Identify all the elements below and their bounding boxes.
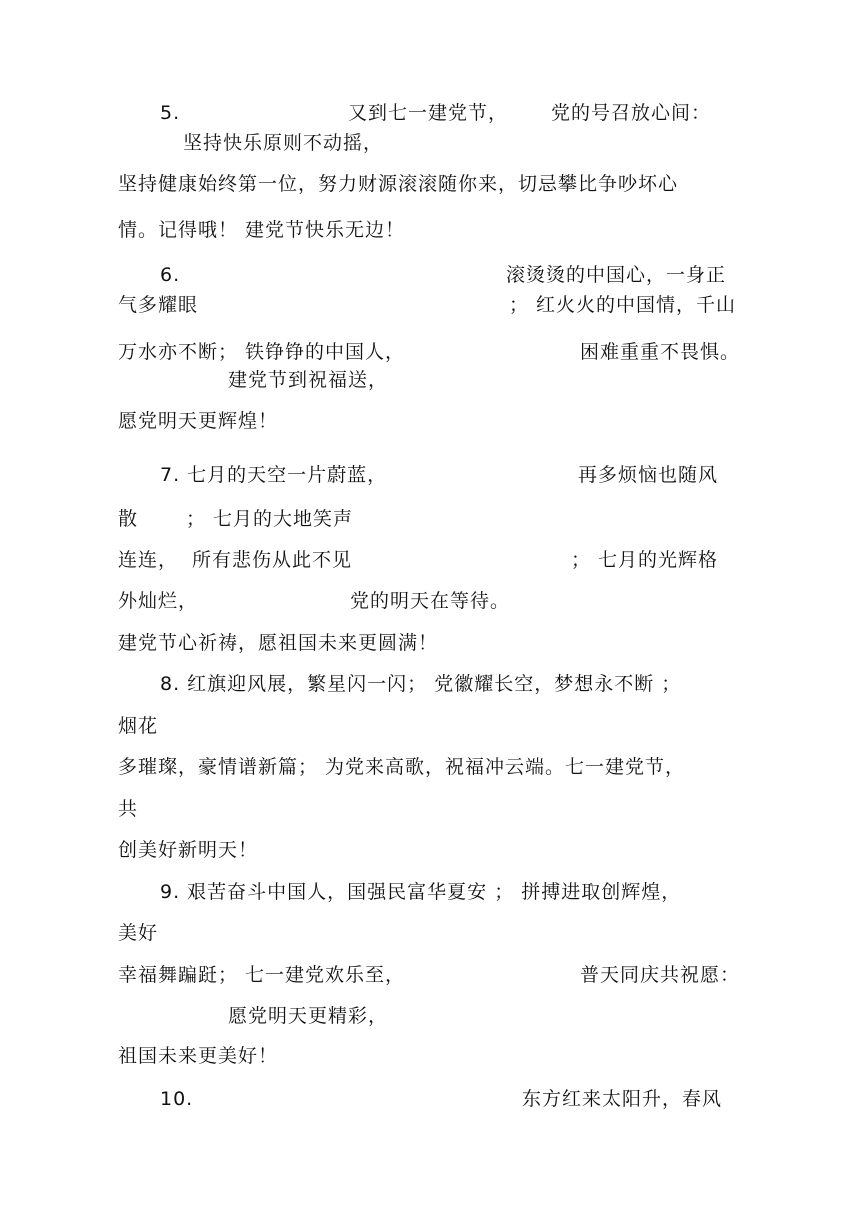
text-line: 连连， [118, 549, 179, 571]
text-line: 8. 红旗迎风展，繁星闪一闪； 党徽耀长空，梦想永不断 ； [160, 673, 682, 695]
text-line: 多璀璨，豪情谱新篇； 为党来高歌，祝福冲云端。七一建党节， [118, 756, 686, 778]
text-line: 愿党明天更精彩， [228, 1005, 389, 1027]
text-line: ； 红火火的中国情，千山 [509, 294, 737, 316]
text-line: 又到七一建党节， [348, 102, 509, 124]
text-line: 烟花 [118, 715, 159, 737]
text-line: 愿党明天更辉煌！ [118, 410, 279, 432]
text-line: 万水亦不断； 铁铮铮的中国人， [118, 341, 406, 363]
text-line: ； 七月的光辉格 [571, 549, 719, 571]
text-line: 党的号召放心间： [551, 102, 712, 124]
text-line: 7. 七月的天空一片蔚蓝， [160, 464, 388, 486]
text-line: 普天同庆共祝愿： [580, 964, 741, 986]
text-line: 再多烦恼也随风 [578, 464, 719, 486]
text-line: 所有悲伤从此不见 [192, 549, 353, 571]
text-line: 10. [160, 1088, 194, 1110]
text-line: 建党节到祝福送， [228, 369, 389, 391]
text-line: 坚持健康始终第一位，努力财源滚滚随你来，切忌攀比争吵坏心 [118, 173, 679, 195]
text-line: 祖国未来更美好！ [118, 1045, 279, 1067]
text-line: 创美好新明天！ [118, 839, 259, 861]
text-line: 党的明天在等待。 [350, 590, 511, 612]
text-line: 外灿烂， [118, 590, 199, 612]
text-line: 坚持快乐原则不动摇， [183, 132, 384, 154]
text-line: 散 [118, 508, 139, 530]
text-line: 幸福舞蹁跹； 七一建党欢乐至， [118, 964, 406, 986]
text-line: 困难重重不畏惧。 [580, 341, 741, 363]
text-line: 情。记得哦！ 建党节快乐无边！ [118, 219, 406, 241]
text-line: 6. [160, 264, 181, 286]
text-line: 9. 艰苦奋斗中国人，国强民富华夏安 ； 拼搏进取创辉煌， [160, 881, 682, 903]
text-line: 东方红来太阳升，春风 [522, 1088, 723, 1110]
text-line: 5. [160, 102, 181, 124]
text-line: 气多耀眼 [118, 294, 199, 316]
text-line: 建党节心祈祷，愿祖国未来更圆满！ [118, 632, 439, 654]
text-line: ； 七月的大地笑声 [186, 508, 354, 530]
text-line: 美好 [118, 922, 159, 944]
text-line: 共 [118, 798, 139, 820]
text-line: 滚烫烫的中国心，一身正 [506, 264, 727, 286]
